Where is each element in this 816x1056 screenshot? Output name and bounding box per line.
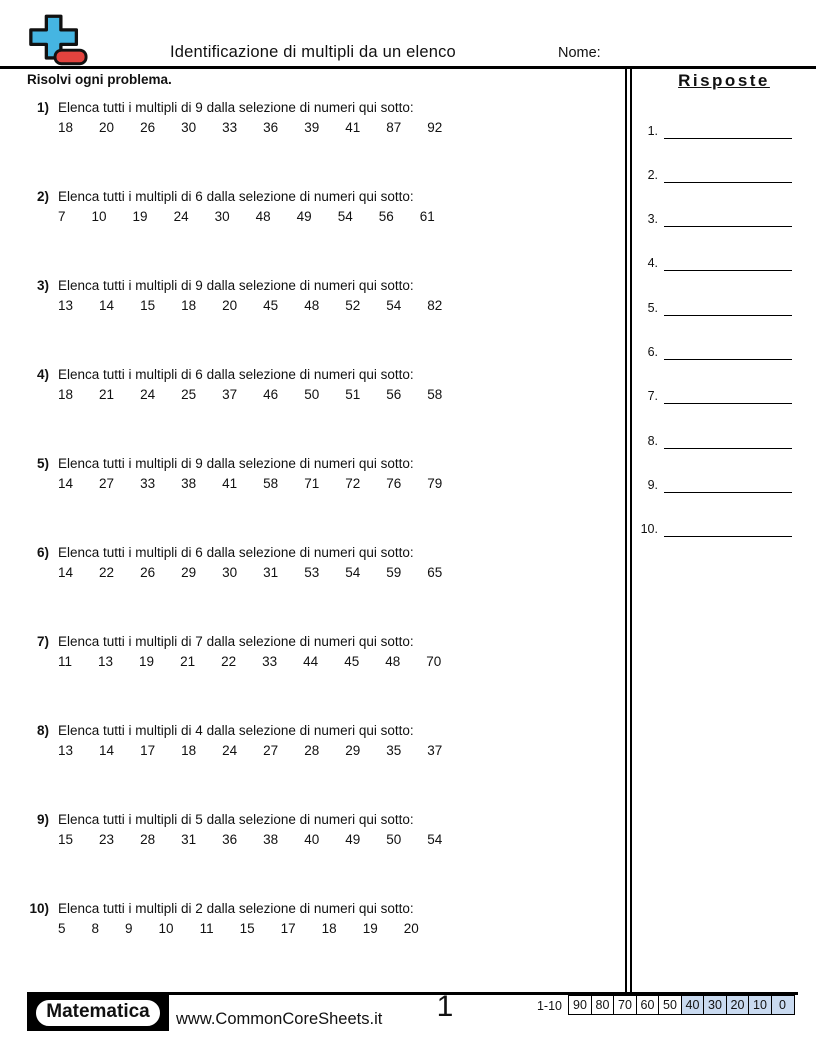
choice-number: 37 — [222, 387, 238, 402]
answer-row — [630, 298, 792, 316]
choice-number: 56 — [378, 209, 394, 224]
answer-row — [630, 386, 792, 404]
number-choices — [58, 565, 618, 580]
choice-number: 33 — [222, 120, 238, 135]
choice-number: 15 — [58, 832, 74, 847]
choice-number: 26 — [140, 120, 156, 135]
choice-number: 26 — [140, 565, 156, 580]
problem — [26, 633, 618, 669]
problem — [26, 277, 618, 313]
instruction-text: Risolvi ogni problema. — [27, 72, 172, 87]
number-choices — [58, 743, 618, 758]
choice-number: 24 — [140, 387, 156, 402]
score-grid — [568, 995, 795, 1015]
choice-number: 14 — [99, 743, 115, 758]
answer-row — [630, 253, 792, 271]
number-choices — [58, 387, 618, 402]
choice-number: 21 — [99, 387, 115, 402]
choice-number: 79 — [427, 476, 443, 491]
answer-row — [630, 209, 792, 227]
score-cell: 0 — [771, 995, 795, 1015]
problem-question: Elenca tutti i multipli di 9 dalla selezione di numeri qui sotto: — [58, 100, 414, 115]
choice-number: 48 — [304, 298, 320, 313]
problem-question: Elenca tutti i multipli di 5 dalla selezione di numeri qui sotto: — [58, 812, 414, 827]
choice-number: 40 — [304, 832, 320, 847]
problem — [26, 544, 618, 580]
choice-number: 46 — [263, 387, 279, 402]
score-cell: 40 — [681, 995, 705, 1015]
choice-number: 30 — [181, 120, 197, 135]
answer-blank — [664, 519, 792, 537]
choice-number: 25 — [181, 387, 197, 402]
choice-number: 11 — [199, 921, 214, 936]
problem-question: Elenca tutti i multipli di 6 dalla selezione di numeri qui sotto: — [58, 367, 414, 382]
problem-number: 3) — [36, 278, 49, 293]
choice-number: 41 — [345, 120, 361, 135]
answer-number: 4. — [647, 256, 658, 271]
score-cell: 30 — [703, 995, 727, 1015]
choice-number: 15 — [140, 298, 156, 313]
choice-number: 38 — [181, 476, 197, 491]
choice-number: 53 — [304, 565, 320, 580]
answer-blank — [664, 165, 792, 183]
problem-question: Elenca tutti i multipli di 9 dalla selezione di numeri qui sotto: — [58, 278, 414, 293]
score-cell: 90 — [568, 995, 592, 1015]
choice-number: 14 — [58, 565, 74, 580]
problem-number: 7) — [36, 634, 49, 649]
choice-number: 17 — [280, 921, 296, 936]
answer-number: 5. — [647, 300, 658, 315]
problem-question: Elenca tutti i multipli di 9 dalla selezione di numeri qui sotto: — [58, 456, 414, 471]
answer-number: 2. — [647, 167, 658, 182]
choice-number: 18 — [58, 120, 74, 135]
answer-number: 9. — [647, 477, 658, 492]
choice-number: 41 — [222, 476, 238, 491]
brand-badge — [27, 994, 169, 1031]
score-cell: 50 — [658, 995, 682, 1015]
answer-row — [630, 519, 792, 537]
choice-number: 54 — [337, 209, 353, 224]
choice-number: 52 — [345, 298, 361, 313]
choice-number: 10 — [158, 921, 174, 936]
problem-question: Elenca tutti i multipli di 7 dalla selezione di numeri qui sotto: — [58, 634, 414, 649]
score-cell: 10 — [748, 995, 772, 1015]
choice-number: 29 — [181, 565, 197, 580]
plus-minus-logo-icon — [26, 13, 88, 68]
choice-number: 54 — [386, 298, 402, 313]
choice-number: 36 — [263, 120, 279, 135]
score-cell: 20 — [726, 995, 750, 1015]
site-url: www.CommonCoreSheets.it — [176, 1010, 383, 1028]
choice-number: 48 — [255, 209, 271, 224]
choice-number: 27 — [263, 743, 279, 758]
number-choices — [58, 921, 618, 936]
answer-row — [630, 121, 792, 139]
problem-number: 6) — [36, 545, 49, 560]
answer-number: 3. — [647, 212, 658, 227]
choice-number: 15 — [239, 921, 255, 936]
answer-blank — [664, 121, 792, 139]
choice-number: 22 — [221, 654, 237, 669]
choice-number: 59 — [386, 565, 402, 580]
problem-question: Elenca tutti i multipli di 6 dalla selezione di numeri qui sotto: — [58, 545, 414, 560]
choice-number: 38 — [263, 832, 279, 847]
problem-number: 4) — [36, 367, 49, 382]
choice-number: 13 — [58, 298, 74, 313]
choice-number: 45 — [344, 654, 360, 669]
answer-blank — [664, 475, 792, 493]
score-range-label: 1-10 — [536, 999, 562, 1013]
choice-number: 24 — [173, 209, 189, 224]
choice-number: 5 — [58, 921, 66, 936]
choice-number: 14 — [99, 298, 115, 313]
choice-number: 61 — [419, 209, 435, 224]
problem-number: 8) — [36, 723, 49, 738]
choice-number: 50 — [304, 387, 320, 402]
header-divider-line — [0, 66, 816, 69]
choice-number: 19 — [132, 209, 148, 224]
choice-number: 49 — [345, 832, 361, 847]
score-cell: 80 — [591, 995, 615, 1015]
choice-number: 13 — [58, 743, 74, 758]
problem — [26, 455, 618, 491]
page-title: Identificazione di multipli da un elenco — [170, 43, 456, 61]
choice-number: 28 — [140, 832, 156, 847]
choice-number: 17 — [140, 743, 156, 758]
choice-number: 18 — [181, 298, 197, 313]
number-choices — [58, 298, 618, 313]
number-choices — [58, 832, 618, 847]
choice-number: 49 — [296, 209, 312, 224]
answer-blank — [664, 431, 792, 449]
choice-number: 71 — [304, 476, 320, 491]
score-cell: 60 — [636, 995, 660, 1015]
choice-number: 44 — [303, 654, 319, 669]
choice-number: 22 — [99, 565, 115, 580]
answer-number: 6. — [647, 345, 658, 359]
choice-number: 11 — [58, 654, 73, 669]
choice-number: 31 — [263, 565, 279, 580]
problem — [26, 366, 618, 402]
choice-number: 51 — [345, 387, 361, 402]
choice-number: 9 — [125, 921, 133, 936]
choice-number: 30 — [214, 209, 230, 224]
choice-number: 92 — [427, 120, 443, 135]
answer-number: 10. — [640, 522, 658, 537]
problem — [26, 811, 618, 847]
answer-number: 7. — [647, 389, 658, 404]
choice-number: 37 — [427, 743, 443, 758]
choice-number: 87 — [386, 120, 402, 135]
number-choices — [58, 654, 618, 669]
answer-row — [630, 165, 792, 183]
choice-number: 24 — [222, 743, 238, 758]
choice-number: 56 — [386, 387, 402, 402]
answer-blank — [664, 386, 792, 404]
choice-number: 48 — [385, 654, 401, 669]
choice-number: 30 — [222, 565, 238, 580]
problem-number: 9) — [36, 812, 49, 827]
choice-number: 18 — [58, 387, 74, 402]
answer-blank — [664, 209, 792, 227]
problem-number: 10) — [29, 901, 49, 916]
problem-question: Elenca tutti i multipli di 6 dalla selezione di numeri qui sotto: — [58, 189, 414, 204]
choice-number: 36 — [222, 832, 238, 847]
answer-blank — [664, 342, 792, 360]
choice-number: 70 — [426, 654, 442, 669]
choice-number: 29 — [345, 743, 361, 758]
number-choices — [58, 209, 618, 224]
answers-title: Risposte — [678, 71, 770, 90]
answer-blank — [664, 298, 792, 316]
problem — [26, 722, 618, 758]
choice-number: 10 — [91, 209, 107, 224]
choice-number: 18 — [181, 743, 197, 758]
problem — [26, 900, 618, 936]
choice-number: 8 — [91, 921, 100, 936]
name-label: Nome: — [558, 45, 601, 61]
choice-number: 39 — [304, 120, 320, 135]
choice-number: 19 — [362, 921, 378, 936]
choice-number: 33 — [262, 654, 278, 669]
score-cell: 70 — [613, 995, 637, 1015]
choice-number: 23 — [99, 832, 115, 847]
choice-number: 20 — [99, 120, 115, 135]
choice-number: 82 — [427, 298, 443, 313]
number-choices — [58, 120, 618, 135]
answer-blank — [664, 253, 792, 271]
choice-number: 20 — [222, 298, 238, 313]
answer-row — [630, 431, 792, 449]
problem-question: Elenca tutti i multipli di 4 dalla selezione di numeri qui sotto: — [58, 723, 414, 738]
choice-number: 18 — [321, 921, 337, 936]
choice-number: 65 — [427, 565, 443, 580]
choice-number: 58 — [427, 387, 443, 402]
choice-number: 35 — [386, 743, 402, 758]
choice-number: 58 — [263, 476, 279, 491]
choice-number: 20 — [403, 921, 419, 936]
choice-number: 27 — [99, 476, 115, 491]
number-choices — [58, 476, 618, 491]
problem-number: 2) — [36, 189, 49, 204]
problem-question: Elenca tutti i multipli di 2 dalla selezione di numeri qui sotto: — [58, 901, 414, 916]
choice-number: 45 — [263, 298, 279, 313]
problem-number: 5) — [36, 456, 49, 471]
choice-number: 50 — [386, 832, 402, 847]
answer-number: 8. — [647, 433, 658, 448]
choice-number: 33 — [140, 476, 156, 491]
choice-number: 54 — [427, 832, 443, 847]
brand-label: Matematica — [34, 998, 162, 1028]
answer-number: 1. — [647, 123, 658, 138]
choice-number: 72 — [345, 476, 361, 491]
page-number: 1 — [436, 990, 454, 1023]
choice-number: 7 — [58, 209, 66, 224]
choice-number: 19 — [139, 654, 155, 669]
problem — [26, 99, 618, 135]
choice-number: 21 — [180, 654, 196, 669]
problem — [26, 188, 618, 224]
choice-number: 28 — [304, 743, 320, 758]
choice-number: 76 — [386, 476, 402, 491]
choice-number: 14 — [58, 476, 74, 491]
answer-row — [630, 475, 792, 493]
answer-row — [630, 342, 792, 360]
problem-number: 1) — [36, 100, 49, 115]
choice-number: 54 — [345, 565, 361, 580]
choice-number: 31 — [181, 832, 197, 847]
choice-number: 13 — [98, 654, 114, 669]
